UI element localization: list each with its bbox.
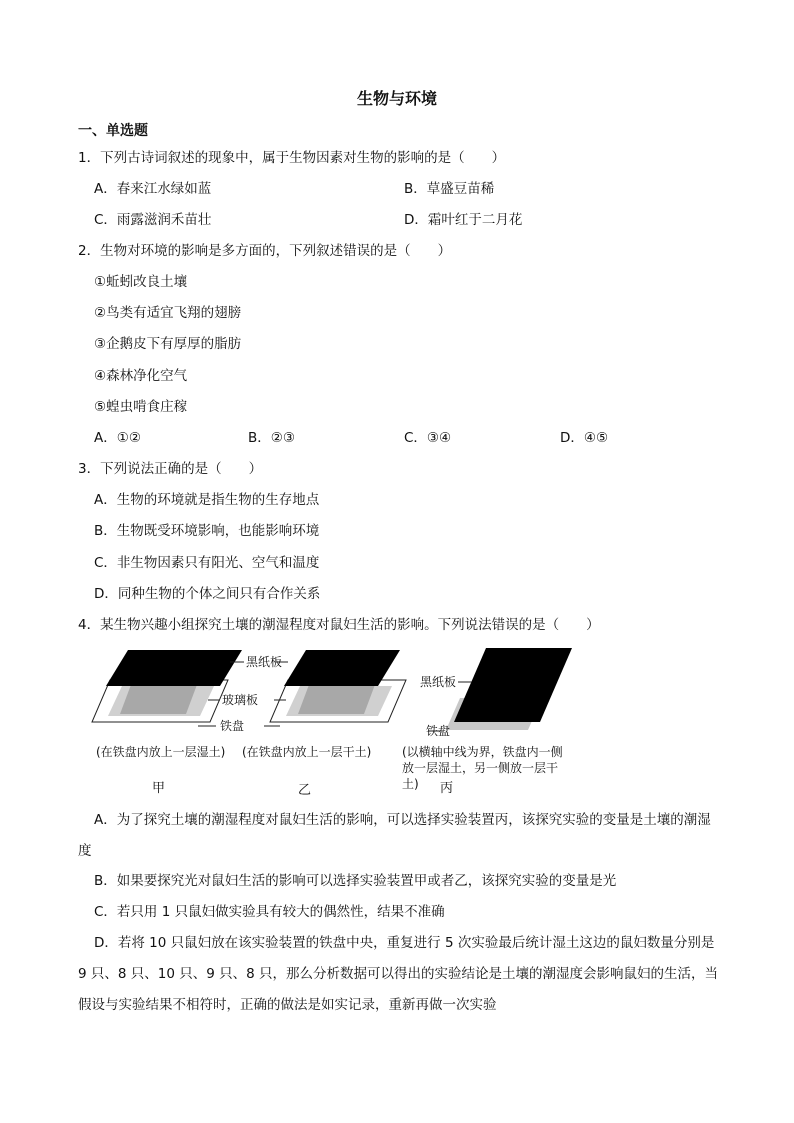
section-heading: 一、单选题	[78, 123, 148, 139]
question-2-item-2: ②鸟类有适宜飞翔的翅膀	[94, 305, 242, 321]
caption-yi: (在铁盘内放上一层干土)	[242, 745, 372, 759]
device-jia	[92, 650, 242, 722]
question-1-option-b: B．草盛豆苗稀	[404, 181, 495, 197]
device-name-jia: 甲	[152, 781, 166, 796]
question-2-option-b: B．②③	[248, 430, 295, 446]
question-2-option-d: D．④⑤	[560, 430, 609, 446]
question-1-option-a: A．春来江水绿如蓝	[94, 181, 212, 197]
question-1-stem: 1．下列古诗词叙述的现象中，属于生物因素对生物的影响的是（ ）	[78, 150, 506, 166]
question-2-item-1: ①蚯蚓改良土壤	[94, 274, 188, 290]
question-2-item-5: ⑤蝗虫啃食庄稼	[94, 399, 188, 415]
label-glass-plate: 玻璃板	[222, 693, 259, 707]
page-title: 生物与环境	[356, 89, 437, 108]
question-1-option-c: C．雨露滋润禾苗壮	[94, 212, 212, 228]
question-3-option-c: C．非生物因素只有阳光、空气和温度	[94, 555, 320, 571]
question-1-option-d: D．霜叶红于二月花	[404, 212, 523, 228]
question-2-stem: 2．生物对环境的影响是多方面的，下列叙述错误的是（ ）	[78, 243, 452, 259]
device-bing	[446, 648, 572, 730]
device-name-yi: 乙	[298, 783, 312, 798]
question-3-option-a: A．生物的环境就是指生物的生存地点	[94, 492, 320, 508]
soil-yi	[298, 682, 376, 714]
black-board-bing	[454, 648, 572, 722]
black-board-jia	[106, 650, 242, 686]
label-iron-tray: 铁盘	[220, 719, 245, 733]
soil-jia	[120, 682, 198, 714]
question-4-option-b: B．如果要探究光对鼠妇生活的影响可以选择实验装置甲或者乙，该探究实验的变量是光	[94, 873, 617, 889]
question-4-option-c: C．若只用 1 只鼠妇做实验具有较大的偶然性，结果不准确	[94, 904, 445, 920]
caption-jia: (在铁盘内放上一层湿土)	[96, 745, 226, 759]
label-iron-tray-bing: 铁盘	[426, 724, 451, 738]
label-black-board-bing: 黑纸板	[420, 675, 457, 689]
question-2-item-4: ④森林净化空气	[94, 368, 188, 384]
label-black-board: 黑纸板	[246, 655, 283, 669]
question-2-option-a: A．①②	[94, 430, 141, 446]
question-3-option-b: B．生物既受环境影响，也能影响环境	[94, 523, 320, 539]
question-4-option-d: D．若将 10 只鼠妇放在该实验装置的铁盘中央，重复进行 5 次实验最后统计湿土这边的鼠妇数量分别是 9 只、8 只、10 只、9 只、8 只，那么分析数据可以得出的实验结论是土壤的潮湿度会影响鼠妇的生活，当假设与实验结果不相符时，正确的做法是如实记录，重新再做一次实验	[78, 935, 718, 1013]
question-2-item-3: ③企鹅皮下有厚厚的脂肪	[94, 336, 242, 352]
caption-bing-line-3: 土)	[402, 777, 419, 791]
caption-bing-line-1: (以横轴中线为界，铁盘内一侧	[402, 745, 563, 759]
device-yi	[270, 650, 406, 722]
caption-bing-line-2: 放一层湿土，另一侧放一层干	[402, 761, 559, 775]
question-4-stem: 4．某生物兴趣小组探究土壤的潮湿程度对鼠妇生活的影响。下列说法错误的是（ ）	[78, 617, 600, 633]
device-name-bing: 丙	[440, 781, 454, 796]
question-2-option-c: C．③④	[404, 430, 452, 446]
experiment-figure	[80, 640, 600, 800]
question-4-option-a: A．为了探究土壤的潮湿程度对鼠妇生活的影响，可以选择实验装置丙，该探究实验的变量是土壤的潮湿度	[78, 812, 711, 859]
question-3-option-d: D．同种生物的个体之间只有合作关系	[94, 586, 321, 602]
question-3-stem: 3．下列说法正确的是（ ）	[78, 461, 263, 477]
